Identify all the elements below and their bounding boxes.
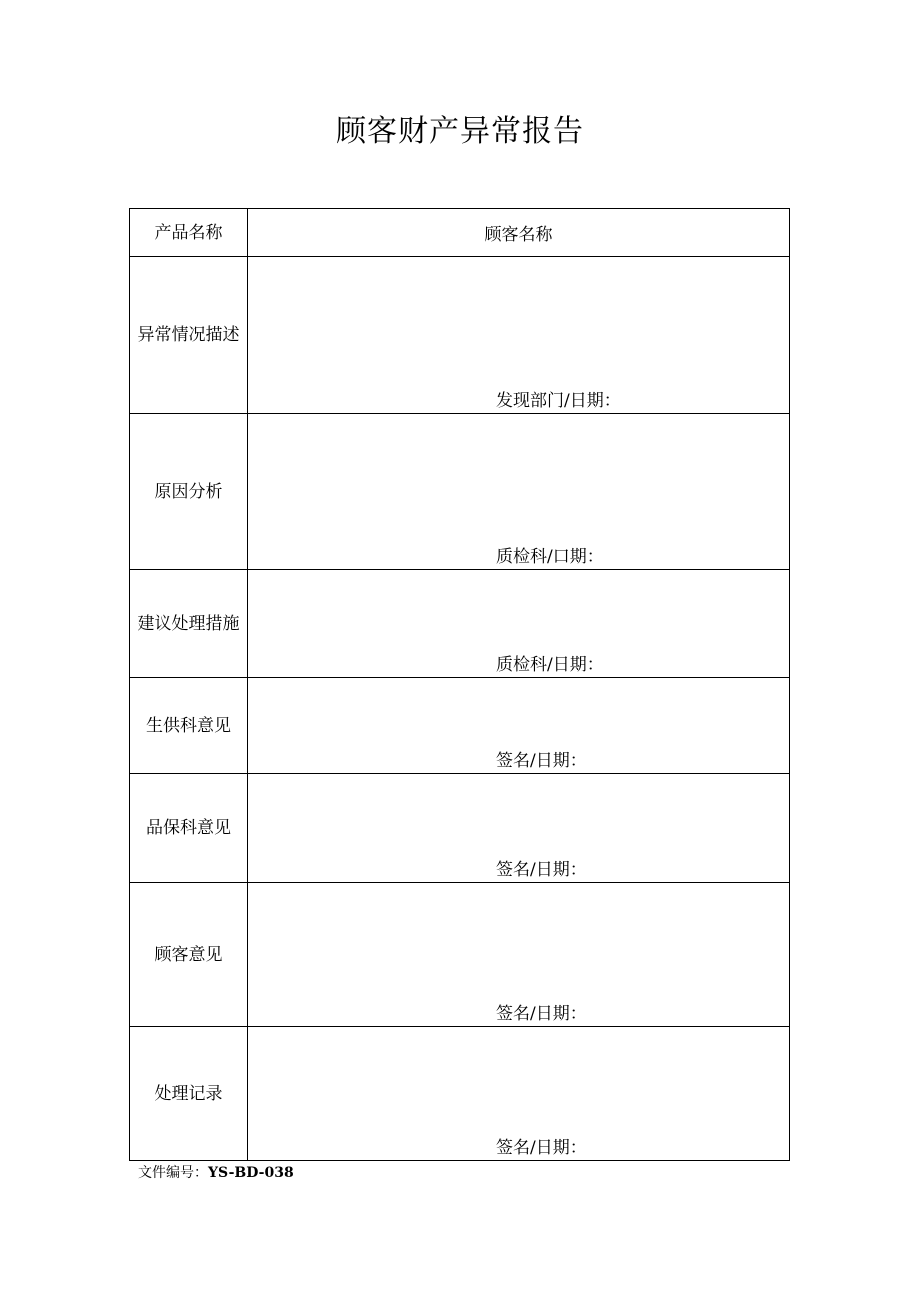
suggested-measures-field[interactable] xyxy=(248,570,790,678)
signature-date-label: 质检科/日期： xyxy=(496,655,604,675)
row-label: 顾客意见 xyxy=(130,883,248,1027)
form-title: 顾客财产异常报告 xyxy=(336,114,584,149)
row-label: 处理记录 xyxy=(130,1027,248,1161)
quality-assurance-opinion-field[interactable] xyxy=(248,774,790,883)
cause-analysis-field[interactable] xyxy=(248,414,790,570)
form-row-quality-assurance-opinion xyxy=(130,774,790,883)
signature-date-label: 签名/日期： xyxy=(496,1004,587,1024)
form-row-anomaly-description xyxy=(130,257,790,414)
anomaly-description-field[interactable] xyxy=(248,257,790,414)
signature-date-label: 发现部门/日期： xyxy=(496,391,621,411)
row-label: 品保科意见 xyxy=(130,774,248,883)
signature-date-label: 签名/日期： xyxy=(496,751,587,771)
signature-date-label: 签名/日期： xyxy=(496,860,587,880)
row-label: 建议处理措施 xyxy=(130,570,248,678)
row-label: 生供科意见 xyxy=(130,678,248,774)
document-number-label: 文件编号： xyxy=(138,1165,208,1181)
product-name-label: 产品名称 xyxy=(130,209,248,257)
form-row-cause-analysis xyxy=(130,414,790,570)
production-supply-opinion-field[interactable] xyxy=(248,678,790,774)
form-row-handling-record xyxy=(130,1027,790,1161)
form-row-production-supply-opinion xyxy=(130,678,790,774)
form-row-customer-opinion xyxy=(130,883,790,1027)
customer-name-label: 顾客名称 xyxy=(248,209,790,257)
document-number-code: YS-BD-038 xyxy=(208,1165,294,1181)
document-number xyxy=(138,1163,294,1183)
customer-opinion-field[interactable] xyxy=(248,883,790,1027)
signature-date-label: 质检科/口期： xyxy=(496,547,604,567)
handling-record-field[interactable] xyxy=(248,1027,790,1161)
row-label: 原因分析 xyxy=(130,414,248,570)
header-row xyxy=(130,209,790,257)
row-label: 异常情况描述 xyxy=(130,257,248,414)
report-form-table xyxy=(129,208,790,1161)
signature-date-label: 签名/日期： xyxy=(496,1138,587,1158)
form-row-suggested-measures xyxy=(130,570,790,678)
